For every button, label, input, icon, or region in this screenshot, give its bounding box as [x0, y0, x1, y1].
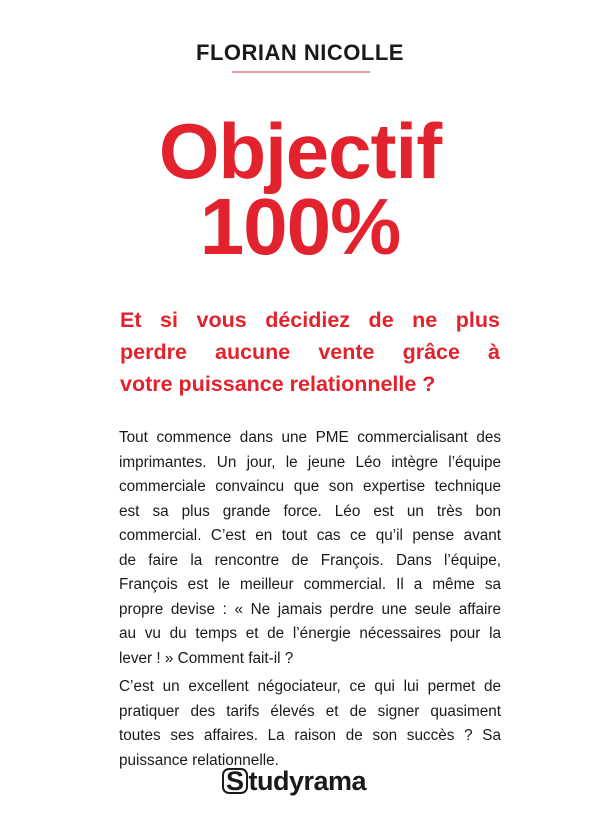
- headline-line: Et si vous décidiez de ne plus: [120, 308, 500, 332]
- author-name: FLORIAN NICOLLE: [196, 40, 404, 65]
- text-line: commercial. C’est en tout cas ce qu’il pense avant: [119, 527, 501, 544]
- paragraph-2: [119, 675, 501, 773]
- text-line: Tout commence dans une PME commercialisant des: [119, 429, 501, 446]
- text-line: est sa plus grande force. Léo est un très bon: [119, 502, 501, 520]
- text-line: au vu du temps et de l’énergie nécessaires pour la: [119, 625, 501, 642]
- logo-text: tudyrama: [248, 765, 367, 796]
- headline-line: votre puissance relationnelle ?: [120, 372, 436, 396]
- text-line: toutes ses affaires. La raison de son succès ? Sa: [119, 727, 501, 744]
- text-line: C’est un excellent négociateur, ce qui lui permet de: [119, 678, 501, 695]
- text-line: commerciale convaincu que son expertise technique: [119, 478, 501, 495]
- headline-line: perdre aucune vente grâce à: [120, 340, 500, 364]
- text-line: imprimantes. Un jour, le jeune Léo intègre l’équipe: [119, 453, 501, 471]
- book-title-line2: 100%: [199, 182, 401, 271]
- text-line: puissance relationnelle.: [119, 751, 279, 769]
- blurb: [119, 426, 501, 773]
- publisher-logo: [222, 765, 367, 796]
- text-line: de faire la rencontre de François. Dans l’équipe,: [119, 551, 501, 569]
- logo-initial: S: [222, 768, 248, 794]
- divider: [232, 71, 370, 73]
- text-line: pratiquer des tarifs élevés et de signer quasiment: [119, 702, 501, 720]
- headline: [120, 304, 500, 400]
- text-line: François est le meilleur commercial. Il a même sa: [119, 576, 501, 593]
- paragraph-1: [119, 426, 501, 671]
- text-line: propre devise : « Ne jamais perdre une seule affaire: [119, 600, 501, 618]
- text-line: lever ! » Comment fait-il ?: [119, 649, 294, 667]
- book-title-line1: Objectif: [158, 107, 442, 195]
